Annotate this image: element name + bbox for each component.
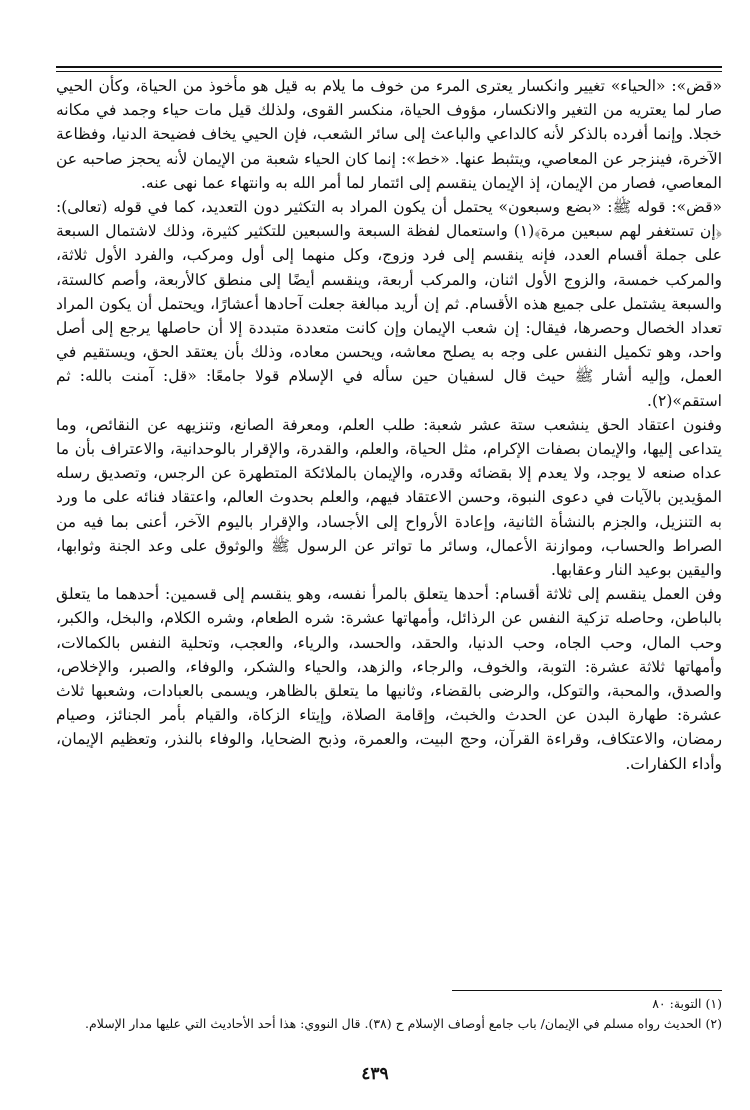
paragraph-itiqad-al-haqq: وفنون اعتقاد الحق ينشعب ستة عشر شعبة: طلب العلم، ومعرفة الصانع، وتنزيهه عن النقائص، وما يتداعى إليها، والإيمان بصفات الإكرام، مثل الحياة، والعلم، والقدرة، والإقرار بالوحدانية، والاعتراف بأن ما عداه صنعه لا يوجد، ولا يعدم إلا بقضائه وقدره، والإيمان بالملائكة المتطهرة عن الرجس، وتصديق رسله المؤيدين بالآيات في دعوى النبوة، وحسن الاعتقاد فيهم، والعلم بحدوث العالم، واعتقاد فنائه على ما ورد به التنزيل، والجزم بالنشأة الثانية، وإعادة الأرواح إلى الأجساد، والإقرار باليوم الآخر، أعنى بما فيه من الصراط والحساب، وموازنة الأعمال، وسائر ما تواتر عن الرسول ﷺ والوثوق على وعد الجنة وثوابها، واليقين بوعيد النار وعقابها. — [56, 415, 722, 580]
footnote-1: (١) التوبة: ٨٠ — [652, 996, 722, 1011]
footnote-separator — [452, 990, 722, 991]
main-text — [56, 74, 722, 776]
top-rule-thin — [56, 71, 722, 72]
paragraph-haya: «قض»: «الحياء» تغيير وانكسار يعترى المرء من خوف ما يلام به قيل هو مأخوذ من الحياة، وكأن الحيي صار لما يعتريه من التغير والانكسار، مؤوف الحياة، منكسر القوى، ولذلك قيل مات حياء وجمد في مكانه خجلا. وإنما أفرده بالذكر لأنه كالداعي والباعث إلى سائر الشعب، فإن الحيي يخاف فضيحة الدنيا، وفظاعة الآخرة، فينزجر عن المعاصي، ويتثبط عنها. «خط»: إنما كان الحياء شعبة من الإيمان لأنه يحجز صاحبه عن المعاصي، فصار من الإيمان، إذ الإيمان ينقسم إلى ائتمار لما أمر الله به وانتهاء عما نهى عنه. — [56, 77, 722, 192]
page-number: ٤٣٩ — [361, 1064, 389, 1084]
top-rule — [56, 66, 722, 68]
paragraph-bid-wa-sabun: «قض»: قوله ﷺ: «بضع وسبعون» يحتمل أن يكون المراد به التكثير دون التعديد، كما في قوله (تعالى): ﴿إن تستغفر لهم سبعين مرة﴾(١) واستعمال لفظة السبعة والسبعين للتكثير كثيرة، وذلك لاشتمال السبعة على جملة أقسام العدد، فإنه ينقسم إلى فرد وزوج، وكل منهما إلى أول ومركب، والفرد الأول ثلاثة، والمركب خمسة، والزوج الأول اثنان، والمركب أربعة، وينقسم أيضًا إلى منطق كالأربعة، وأصم كالستة، والسبعة يشتمل على جميع هذه الأقسام. ثم إن أريد مبالغة جعلت آحادها أعشارًا، ويحتمل أن يكون المراد تعداد الخصال وحصرها، فيقال: إن شعب الإيمان وإن كانت متعددة متبددة إلا أن حاصلها يرجع إلى أصل واحد، وهو تكميل النفس على وجه به يصلح معاشه، ويحسن معاده، وذلك بأن يعتقد الحق، ويستقيم في العمل، وإليه أشار ﷺ حيث قال لسفيان حين سأله في الإسلام قولا جامعًا: «قل: آمنت بالله: ثم استقم»(٢). — [56, 198, 722, 410]
footnotes — [56, 994, 722, 1034]
paragraph-fann-al-amal: وفن العمل ينقسم إلى ثلاثة أقسام: أحدها يتعلق بالمرأ نفسه، وهو ينقسم إلى قسمين: أحدهما ما يتعلق بالباطن، وحاصله تزكية النفس عن الرذائل، وأمهاتها عشرة: شره الطعام، وشره الكلام، والبخل، والكبر، وحب المال، وحب الجاه، وحب الدنيا، والحقد، والحسد، والرياء، والعجب، وتحلية النفس بالكمالات، وأمهاتها ثلاثة عشرة: التوبة، والخوف، والرجاء، والزهد، والحياء والشكر، والوفاء، والصبر، والإخلاص، والصدق، والمحبة، والتوكل، والرضى بالقضاء، وثانيها ما يتعلق بالظاهر، ويسمى بالعبادات، وشعبها ثلاث عشرة: طهارة البدن عن الحدث والخبث، وإقامة الصلاة، وإيتاء الزكاة، والقيام بأمر الجنائز، وصيام رمضان، والاعتكاف، وقراءة القرآن، وحج البيت، والعمرة، وذبح الضحايا، والوفاء بالنذر، وتعظيم الإيمان، وأداء الكفارات. — [56, 585, 722, 773]
footnote-2: (٢) الحديث رواه مسلم في الإيمان/ باب جامع أوصاف الإسلام ح (٣٨). قال النووي: هذا أحد الأحاديث التي عليها مدار الإسلام. — [85, 1016, 722, 1031]
